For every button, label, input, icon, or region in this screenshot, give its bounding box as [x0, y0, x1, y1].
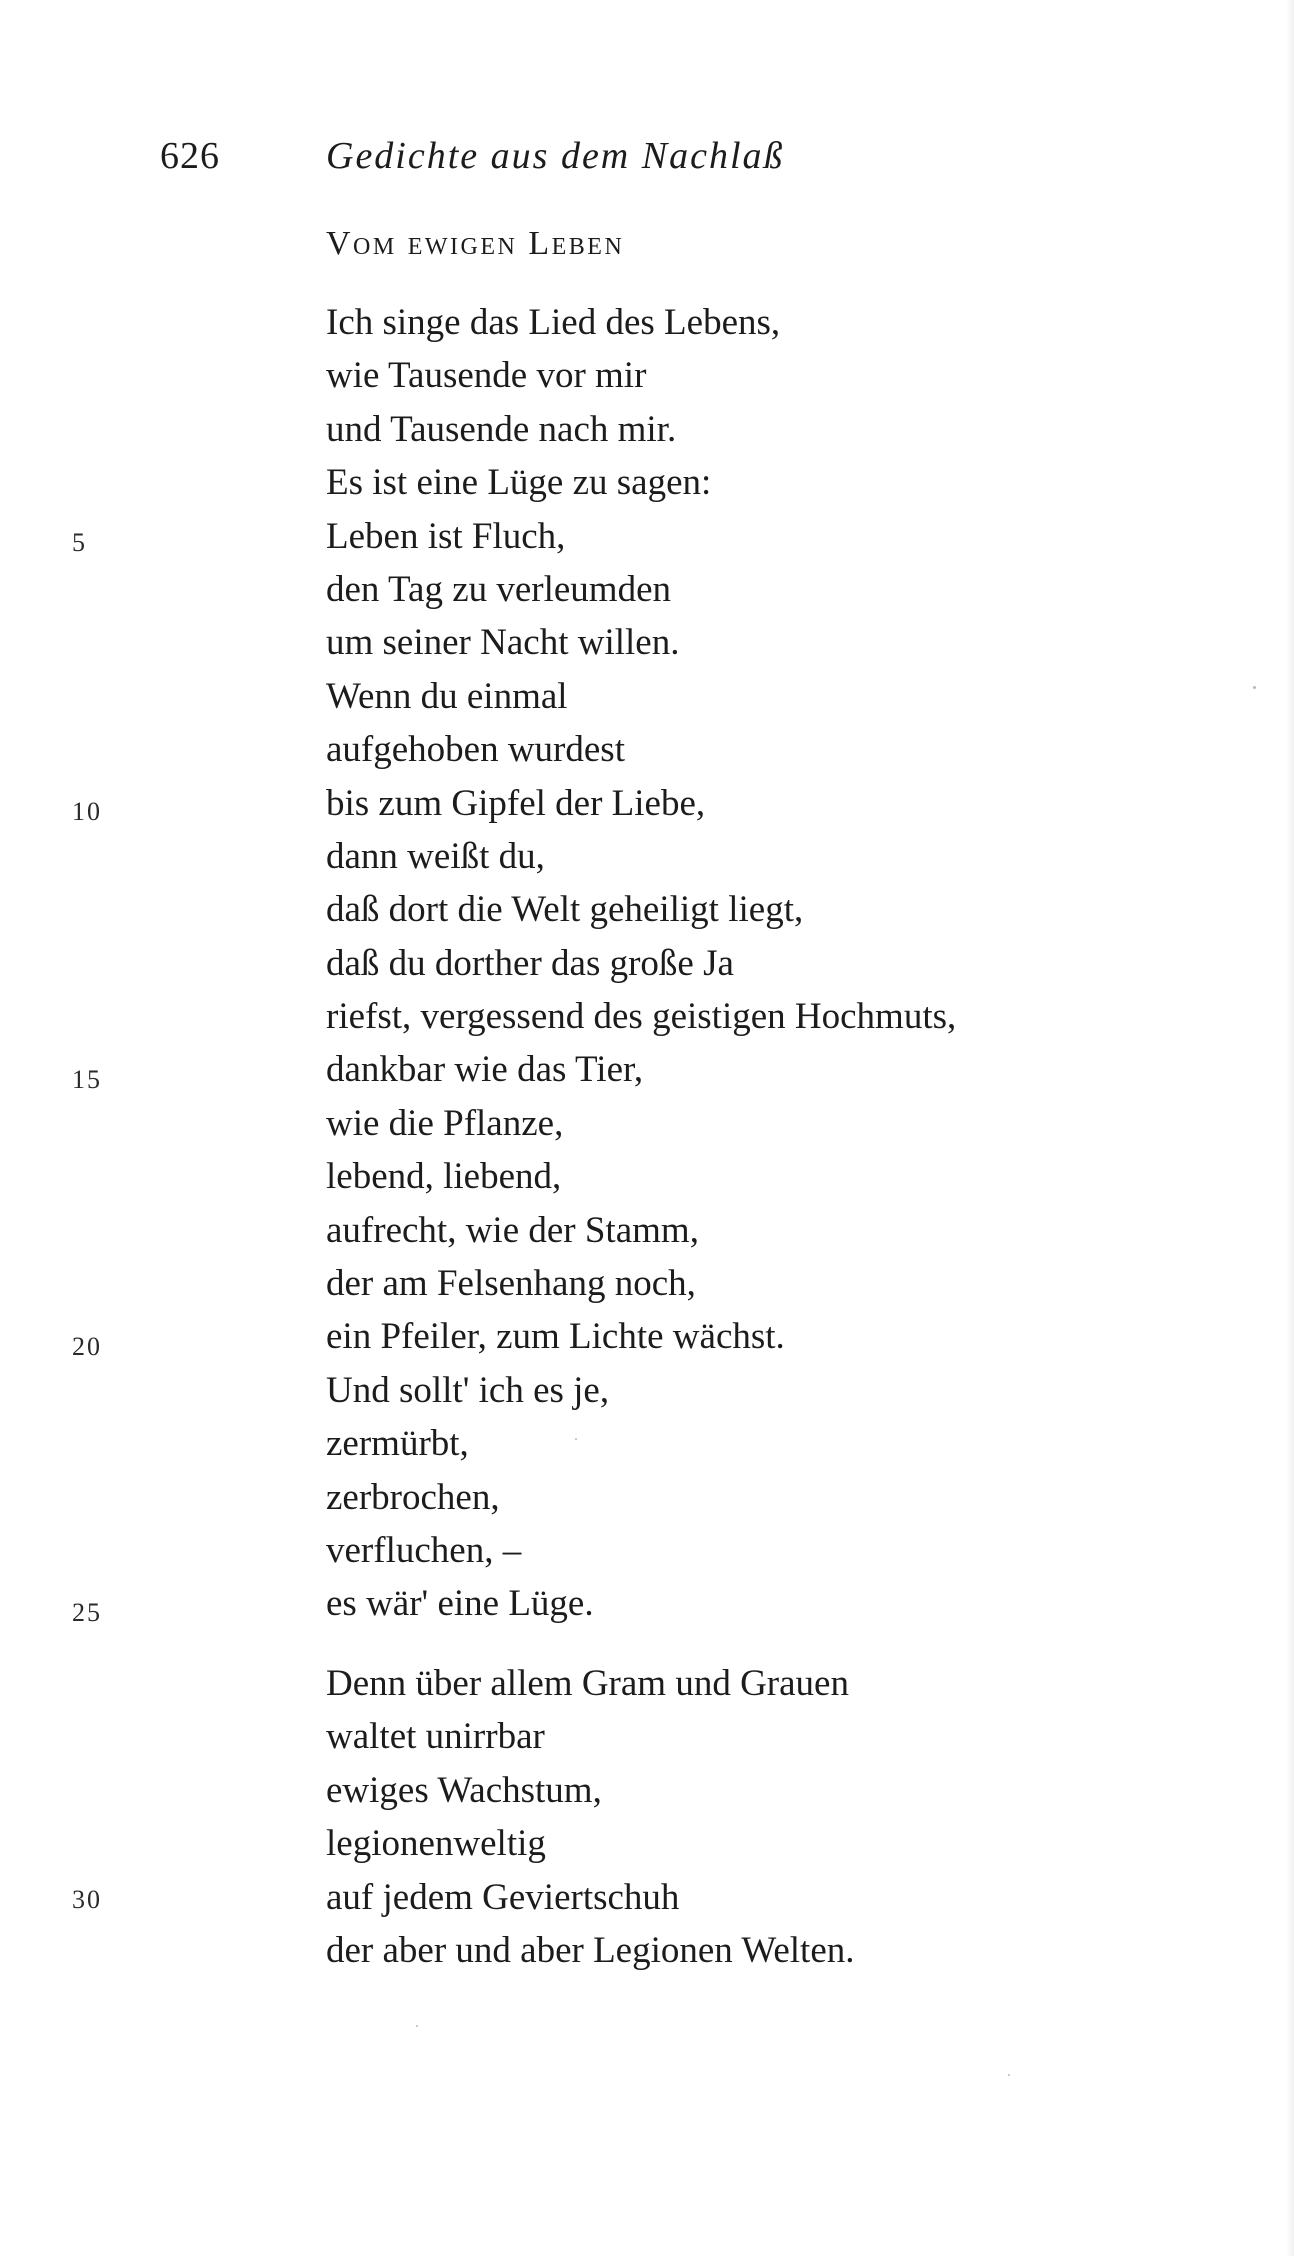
verse-line: Es ist eine Lüge zu sagen:: [326, 462, 712, 504]
verse-line: Wenn du einmal: [326, 675, 568, 717]
verse-line: wie Tausende vor mir: [326, 355, 647, 397]
verse-line: aufrecht, wie der Stamm,: [326, 1209, 699, 1251]
page-number: 626: [160, 135, 220, 177]
verse-line: um seiner Nacht willen.: [326, 622, 680, 664]
verse-line: wie die Pflanze,: [326, 1102, 564, 1144]
verse-line: waltet unirrbar: [326, 1716, 545, 1758]
poem-title: Vom ewigen Leben: [326, 225, 625, 262]
verse-line: riefst, vergessend des geistigen Hochmuts,: [326, 996, 957, 1038]
verse-line: ewiges Wachstum,: [326, 1769, 602, 1811]
line-number: 15: [72, 1065, 102, 1094]
verse-line: Denn über allem Gram und Grauen: [326, 1663, 849, 1704]
verse-line: Leben ist Fluch,: [326, 515, 566, 557]
verse-line: aufgehoben wurdest: [326, 729, 625, 771]
line-number: 25: [72, 1598, 102, 1627]
line-number: 30: [72, 1885, 102, 1914]
verse-line: den Tag zu verleumden: [326, 568, 672, 610]
verse-line: lebend, liebend,: [326, 1156, 562, 1198]
stanza-2: [326, 1657, 855, 1977]
verse-line: legionenweltig: [326, 1823, 546, 1865]
verse-line: auf jedem Geviertschuh: [326, 1876, 680, 1918]
line-number: 20: [72, 1332, 102, 1361]
verse-line: der am Felsenhang noch,: [326, 1263, 696, 1305]
verse-line: zerbrochen,: [326, 1476, 500, 1518]
line-number: 5: [72, 528, 87, 557]
paper-speck: [1253, 686, 1256, 689]
verse-line: dann weißt du,: [326, 835, 545, 877]
verse-line: daß dort die Welt geheiligt liegt,: [326, 889, 804, 931]
verse-line: der aber und aber Legionen Welten.: [326, 1929, 855, 1971]
verse-line: daß du dorther das große Ja: [326, 942, 734, 984]
paper-speck: [416, 2025, 418, 2027]
verse-line: es wär' eine Lüge.: [326, 1583, 594, 1625]
verse-line: und Tausende nach mir.: [326, 408, 677, 450]
verse-line: ein Pfeiler, zum Lichte wächst.: [326, 1316, 785, 1358]
verse-line: verfluchen, –: [326, 1529, 522, 1571]
paper-speck: [575, 1438, 577, 1440]
verse-line: bis zum Gipfel der Liebe,: [326, 782, 706, 824]
line-number: 10: [72, 797, 102, 826]
verse-line: Ich singe das Lied des Lebens,: [326, 302, 781, 343]
verse-line: zermürbt,: [326, 1423, 469, 1465]
paper-speck: [1008, 2074, 1010, 2076]
stanza-1: [326, 296, 956, 1631]
page-edge-shadow: [1286, 0, 1294, 2256]
running-head: Gedichte aus dem Nachlaß: [326, 135, 785, 177]
verse-line: Und sollt' ich es je,: [326, 1369, 610, 1411]
verse-line: dankbar wie das Tier,: [326, 1049, 644, 1091]
